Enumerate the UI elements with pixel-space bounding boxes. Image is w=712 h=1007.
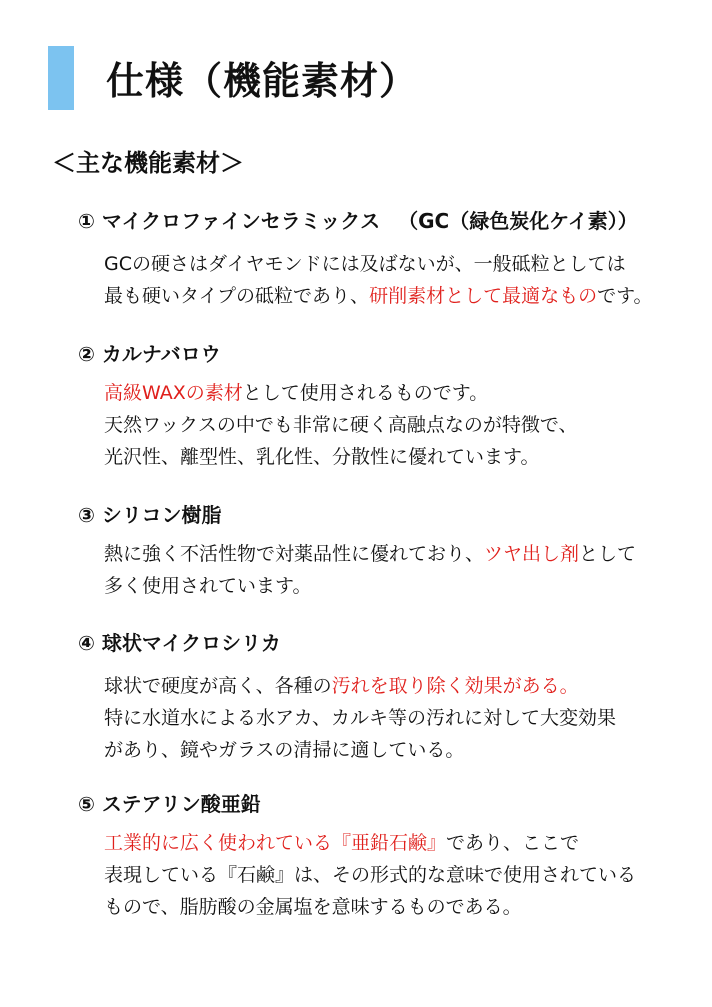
item-title-silica <box>78 627 281 656</box>
body-line <box>104 248 653 280</box>
section-heading: ＜主な機能素材＞ <box>52 149 244 177</box>
text-run: です。 <box>597 285 653 307</box>
page-title: 仕様（機能素材） <box>106 59 419 103</box>
item-body-silicone <box>104 538 636 602</box>
body-line <box>104 377 577 409</box>
body-line <box>104 538 636 570</box>
text-run: があり、鏡やガラスの清掃に適している。 <box>104 739 465 761</box>
highlight-text: ツヤ出し剤 <box>484 543 580 565</box>
item-title-text: ④ 球状マイクロシリカ <box>78 631 281 655</box>
item-title-zinc-stearate <box>78 788 261 817</box>
body-line <box>104 280 653 312</box>
text-run: 多く使用されています。 <box>104 575 312 597</box>
highlight-text: 高級WAXの素材 <box>104 382 243 404</box>
text-run: として <box>579 543 637 565</box>
body-line <box>104 859 636 891</box>
title-accent-bar <box>48 46 74 110</box>
highlight-text: 工業的に広く使われている『亜鉛石鹸』 <box>104 832 447 854</box>
body-line <box>104 670 616 702</box>
highlight-text: 汚れを取り除く効果がある。 <box>331 675 579 697</box>
text-run: 光沢性、離型性、乳化性、分散性に優れています。 <box>104 446 540 468</box>
text-run: であり、ここで <box>446 832 580 854</box>
item-body-gc <box>104 248 653 312</box>
body-line <box>104 409 577 441</box>
highlight-text: 研削素材として最適なもの <box>369 285 598 307</box>
item-title-text: ③ シリコン樹脂 <box>78 503 222 527</box>
body-line <box>104 570 636 602</box>
body-line <box>104 891 636 923</box>
text-run: もので、脂肪酸の金属塩を意味するものである。 <box>104 896 522 918</box>
text-run: 熱に強く不活性物で対薬品性に優れており、 <box>104 543 485 565</box>
text-run: 最も硬いタイプの砥粒であり、 <box>104 285 370 307</box>
item-title-silicone <box>78 499 222 528</box>
item-body-silica <box>104 670 616 766</box>
text-run: 球状で硬度が高く、各種の <box>104 675 332 697</box>
text-run: 表現している『石鹸』は、その形式的な意味で使用されている <box>104 864 637 886</box>
text-run: 特に水道水による水アカ、カルキ等の汚れに対して大変効果 <box>104 707 617 729</box>
item-title-text: ① マイクロファインセラミックス <box>78 209 381 233</box>
item-title-carnauba <box>78 338 221 367</box>
item-body-carnauba <box>104 377 577 473</box>
text-run: GCの硬さはダイヤモンドには及ばないが、一般砥粒としては <box>104 253 626 275</box>
body-line <box>104 441 577 473</box>
item-title-text: ② カルナバロウ <box>78 342 221 366</box>
item-title-gc <box>78 205 638 234</box>
body-line <box>104 734 616 766</box>
body-line <box>104 827 636 859</box>
text-run: として使用されるものです。 <box>242 382 489 404</box>
item-subtitle: （GC（緑色炭化ケイ素）） <box>398 209 638 233</box>
text-run: 天然ワックスの中でも非常に硬く高融点なのが特徴で、 <box>104 414 578 436</box>
body-line <box>104 702 616 734</box>
item-title-text: ⑤ ステアリン酸亜鉛 <box>78 792 261 816</box>
item-body-zinc-stearate <box>104 827 636 923</box>
